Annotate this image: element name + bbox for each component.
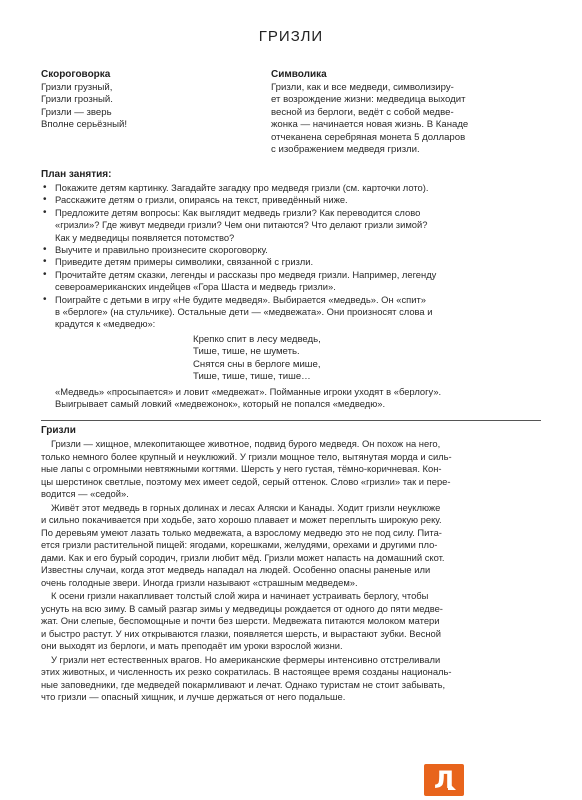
plan-item-line: • Прочитайте детям сказки, легенды и рассказы про медведя гризли. Например, легенду [55, 268, 437, 280]
article-line: водится — «седой». [41, 488, 129, 499]
plan-item-line: североамериканских индейцев «Гора Шаста и медведь гризли». [55, 281, 336, 293]
article-line: ные заповедники, где медведей покармливают и лечат. Однако туристам не стоит забывать, [41, 678, 446, 690]
article-line: По деревьям умеют лазать только медвежата, а взрослому медведю это не под силу. Пита- [41, 526, 442, 538]
plan-item-line: «гризли»? Где живут медведи гризли? Чем они питаются? Что делают гризли зимой? [55, 219, 428, 231]
tongue-twister-line: Гризли — зверь [41, 106, 112, 118]
article-line: ется гризли растительной пищей: ягодами, корешками, желудями, орехами и другими пло- [41, 539, 438, 550]
article-line: Известны случаи, когда этот медведь нападал на людей. Особенно опасны раненые или [41, 564, 431, 575]
symbolism-line: весной из берлоги, ведёт с собой медве- [271, 106, 454, 118]
article-line: и сильно покачивается при ходьбе, зато хорошо плавает и может переплыть широкую реку. [41, 514, 442, 525]
article-line: что гризли — опасный хищник, и лучше держаться от него подальше. [41, 691, 346, 702]
plan-item-line: в «берлоге» (на стульчике). Остальные дети — «медвежата». Они произносят слова и [55, 306, 433, 318]
plan-item [41, 256, 541, 268]
article-line: и быстро растут. У них открываются глазки, появляется шерсть, и вырастают зубки. Весной [41, 627, 442, 639]
plan-item [41, 294, 541, 331]
article-line: уснуть на всю зиму. В самый разгар зимы у медведицы рождается от одного до пяти медве- [41, 602, 443, 614]
tongue-twister-heading: Скороговорка [41, 69, 111, 80]
article-line: У гризли нет естественных врагов. Но американские фермеры интенсивно отстреливали [51, 653, 441, 665]
symbolism-heading: Символика [271, 69, 327, 80]
lesson-plan-list [41, 182, 541, 331]
tongue-twister-line: Вполне серьёзный! [41, 119, 128, 131]
article-paragraph [41, 438, 541, 501]
grizzly-article [41, 422, 541, 705]
tongue-twister-lines [41, 82, 251, 132]
grizzly-heading: Гризли [41, 425, 76, 436]
symbolism-line: отчеканена серебряная монета 5 долларов [271, 131, 466, 143]
section-divider [41, 420, 541, 421]
game-rules-text [41, 386, 541, 411]
article-line: очень голодные звери. Иногда гризли называют «страшным медведем». [41, 576, 358, 588]
plan-item-line: • Покажите детям картинку. Загадайте загадку про медведя гризли (см. карточки лото). [55, 182, 429, 193]
plan-item-line: • Предложите детям вопросы: Как выглядит медведь гризли? Как переводится слово [55, 206, 421, 218]
poem-line: Крепко спит в лесу медведь, [193, 333, 321, 345]
plan-item [41, 194, 541, 206]
game-rules-line: «Медведь» «просыпается» и ловит «медвежат». Пойманные игроки уходят в «берлогу». [55, 385, 442, 397]
symbolism-line: с изображением медведя гризли. [271, 144, 420, 156]
plan-item [41, 182, 541, 194]
plan-item [41, 207, 541, 244]
article-line: дами. Как и его бурый сородич, гризли любит мёд. Гризли может напасть на домашний скот. [41, 551, 445, 563]
symbolism-section [271, 68, 541, 156]
article-line: цы шерстинок светлые, поэтому мех имеет седой, серый оттенок. Слово «гризли» так и пере- [41, 475, 451, 487]
game-poem [193, 334, 541, 384]
symbolism-text [271, 82, 541, 156]
symbolism-line: ет возрождение жизни: медведица выходит [271, 94, 466, 106]
game-rules-line: Выигрывает самый ловкий «медвежонок», который не попался «медведю». [55, 397, 386, 409]
article-line: К осени гризли накапливает толстый слой жира и начинает устраивать берлогу, чтобы [51, 590, 429, 601]
plan-item-line: крадутся к «медведю»: [55, 318, 156, 330]
plan-item [41, 244, 541, 256]
publisher-logo [424, 764, 464, 796]
poem-line: Тише, тише, тише, тише… [193, 371, 311, 383]
lesson-plan-heading: План занятия: [41, 169, 112, 180]
page-title: ГРИЗЛИ [258, 28, 324, 45]
tongue-twister-section [41, 68, 251, 132]
poem-line: Снятся сны в берлоге мише, [193, 358, 321, 370]
article-paragraph [41, 502, 541, 590]
poem-line: Тише, тише, не шуметь. [193, 346, 300, 358]
plan-item-line: Как у медведицы появляется потомство? [55, 231, 235, 243]
logo-letter: Л [434, 766, 454, 794]
article-line: Гризли — хищное, млекопитающее животное, подвид бурого медведя. Он похож на него, [51, 438, 441, 449]
article-paragraph [41, 654, 541, 704]
article-line: этих животных, и численность их резко сократилась. В настоящее время созданы националь- [41, 666, 452, 677]
symbolism-line: жонка — начинается новая жизнь. В Канаде [271, 119, 469, 131]
article-line: Живёт этот медведь в горных долинах и лесах Аляски и Канады. Ходит гризли неуклюже [51, 501, 441, 513]
article-line: они выходят из берлоги, и мать преподаёт им уроки взрослой жизни. [41, 640, 343, 651]
plan-item-line: • Расскажите детям о гризли, опираясь на текст, приведённый ниже. [55, 194, 348, 206]
tongue-twister-line: Гризли грузный, [41, 82, 113, 93]
symbolism-line: Гризли, как и все медведи, символизиру- [271, 82, 454, 93]
plan-item [41, 269, 541, 294]
plan-item-line: • Выучите и правильно произнесите скороговорку. [55, 244, 268, 256]
article-paragraph [41, 590, 541, 653]
tongue-twister-line: Гризли грозный. [41, 94, 113, 106]
plan-item-line: • Приведите детям примеры символики, связанной с гризли. [55, 256, 314, 268]
article-line: жат. Они слепые, беспомощные и почти без шерсти. Медвежата питаются молоком матери [41, 615, 440, 626]
plan-item-line: • Поиграйте с детьми в игру «Не будите медведя». Выбирается «медведь». Он «спит» [55, 293, 426, 305]
article-line: только немного более крупный и неуклюжий. У гризли мощное тело, вытянутая морда и силь- [41, 450, 452, 462]
article-line: ные лапы с огромными невтяжными когтями. Шерсть у него густая, тёмно-коричневая. Кон- [41, 463, 442, 474]
logo-corner-mark [448, 782, 456, 790]
lesson-plan-section [41, 168, 541, 410]
